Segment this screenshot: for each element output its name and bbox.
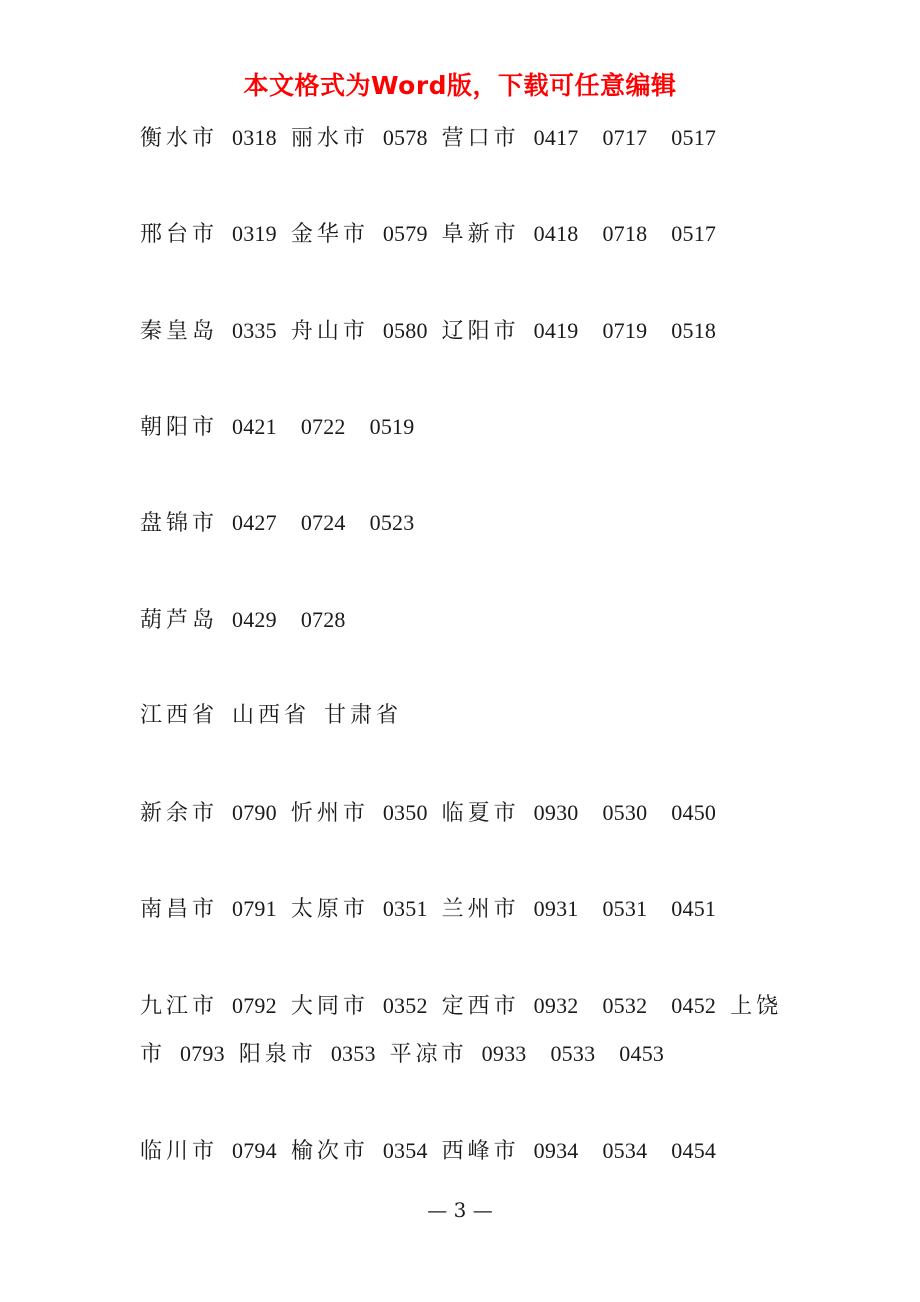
- area-code: 0451: [671, 896, 717, 921]
- city-name: 南昌市: [140, 897, 219, 922]
- area-code: 0932: [533, 993, 579, 1018]
- text-line: [140, 596, 790, 645]
- text-line: [140, 499, 790, 548]
- area-code: 0934: [533, 1138, 579, 1163]
- city-name: 秦皇岛: [140, 319, 219, 344]
- area-code: 0429: [232, 607, 277, 632]
- city-name: 舟山市: [290, 319, 369, 344]
- area-code: 0351: [382, 896, 428, 921]
- area-code: 0579: [382, 221, 428, 246]
- city-name: 营口市: [441, 126, 520, 151]
- area-code: 0728: [300, 607, 346, 632]
- city-name: 榆次市: [290, 1139, 369, 1164]
- text-line: [140, 692, 790, 740]
- area-code: 0523: [369, 510, 415, 535]
- text-line: [140, 307, 790, 356]
- area-code: 0722: [300, 414, 346, 439]
- page-number: — 3 —: [427, 1198, 493, 1222]
- city-name: 阳泉市: [238, 1042, 317, 1067]
- city-name: 西峰市: [441, 1139, 520, 1164]
- area-code: 0578: [382, 125, 428, 150]
- area-code: 0532: [602, 993, 648, 1018]
- text-line: [140, 982, 790, 1031]
- area-code: 0417: [533, 125, 579, 150]
- area-code: 0350: [382, 800, 428, 825]
- area-code: 0930: [533, 800, 579, 825]
- area-code: 0534: [602, 1138, 648, 1163]
- area-code: 0724: [300, 510, 346, 535]
- city-name: 邢台市: [140, 222, 219, 247]
- area-code: 0421: [232, 414, 277, 439]
- city-name: 衡水市: [140, 126, 219, 151]
- city-name: 九江市: [140, 994, 219, 1019]
- city-name: 平凉市: [389, 1042, 468, 1067]
- city-name: 忻州市: [290, 801, 369, 826]
- city-name: 阜新市: [441, 222, 520, 247]
- area-code: 0518: [671, 318, 717, 343]
- area-code: 0453: [619, 1041, 665, 1066]
- area-code: 0427: [232, 510, 277, 535]
- area-code: 0517: [671, 125, 717, 150]
- city-name: 葫芦岛: [140, 608, 219, 633]
- city-name: 临川市: [140, 1139, 219, 1164]
- area-code: 0450: [671, 800, 717, 825]
- area-code: 0519: [369, 414, 415, 439]
- area-code: 0352: [382, 993, 428, 1018]
- city-name: 新余市: [140, 801, 219, 826]
- area-code: 0318: [232, 125, 277, 150]
- city-name: 辽阳市: [441, 319, 520, 344]
- city-name: 丽水市: [290, 126, 369, 151]
- city-name: 大同市: [290, 994, 369, 1019]
- province-name: 江西省: [140, 703, 219, 728]
- area-code: 0531: [602, 896, 648, 921]
- document-banner: 本文格式为Word版，下载可任意编辑: [243, 71, 677, 100]
- area-code: 0718: [602, 221, 648, 246]
- area-code: 0790: [232, 800, 277, 825]
- area-code: 0454: [671, 1138, 717, 1163]
- text-line: [140, 885, 790, 934]
- area-code: 0717: [602, 125, 648, 150]
- area-code: 0517: [671, 221, 717, 246]
- area-code: 0452: [671, 993, 717, 1018]
- city-name: 市: [140, 1042, 167, 1067]
- city-name: 盘锦市: [140, 511, 219, 536]
- city-name: 太原市: [290, 897, 369, 922]
- area-code: 0353: [330, 1041, 376, 1066]
- area-code: 0419: [533, 318, 579, 343]
- city-name: 定西市: [441, 994, 520, 1019]
- area-code: 0418: [533, 221, 579, 246]
- area-code: 0354: [382, 1138, 428, 1163]
- text-line: [140, 1127, 790, 1176]
- area-code: 0933: [481, 1041, 527, 1066]
- area-code: 0533: [550, 1041, 596, 1066]
- city-name: 兰州市: [441, 897, 520, 922]
- text-line: [140, 1030, 790, 1079]
- text-line: [140, 114, 790, 163]
- area-code: 0530: [602, 800, 648, 825]
- area-code: 0792: [232, 993, 277, 1018]
- area-code: 0791: [232, 896, 277, 921]
- city-name: 金华市: [290, 222, 369, 247]
- area-code: 0319: [232, 221, 277, 246]
- area-code: 0335: [232, 318, 277, 343]
- province-name: 山西省: [232, 703, 311, 728]
- area-code: 0580: [382, 318, 428, 343]
- area-code: 0931: [533, 896, 579, 921]
- province-name: 甘肃省: [324, 703, 403, 728]
- city-name: 临夏市: [441, 801, 520, 826]
- city-name: 上饶: [730, 994, 783, 1019]
- text-line: [140, 789, 790, 838]
- text-line: [140, 210, 790, 259]
- area-code: 0794: [232, 1138, 277, 1163]
- area-code: 0719: [602, 318, 648, 343]
- area-code: 0793: [180, 1041, 225, 1066]
- text-line: [140, 403, 790, 452]
- city-name: 朝阳市: [140, 415, 219, 440]
